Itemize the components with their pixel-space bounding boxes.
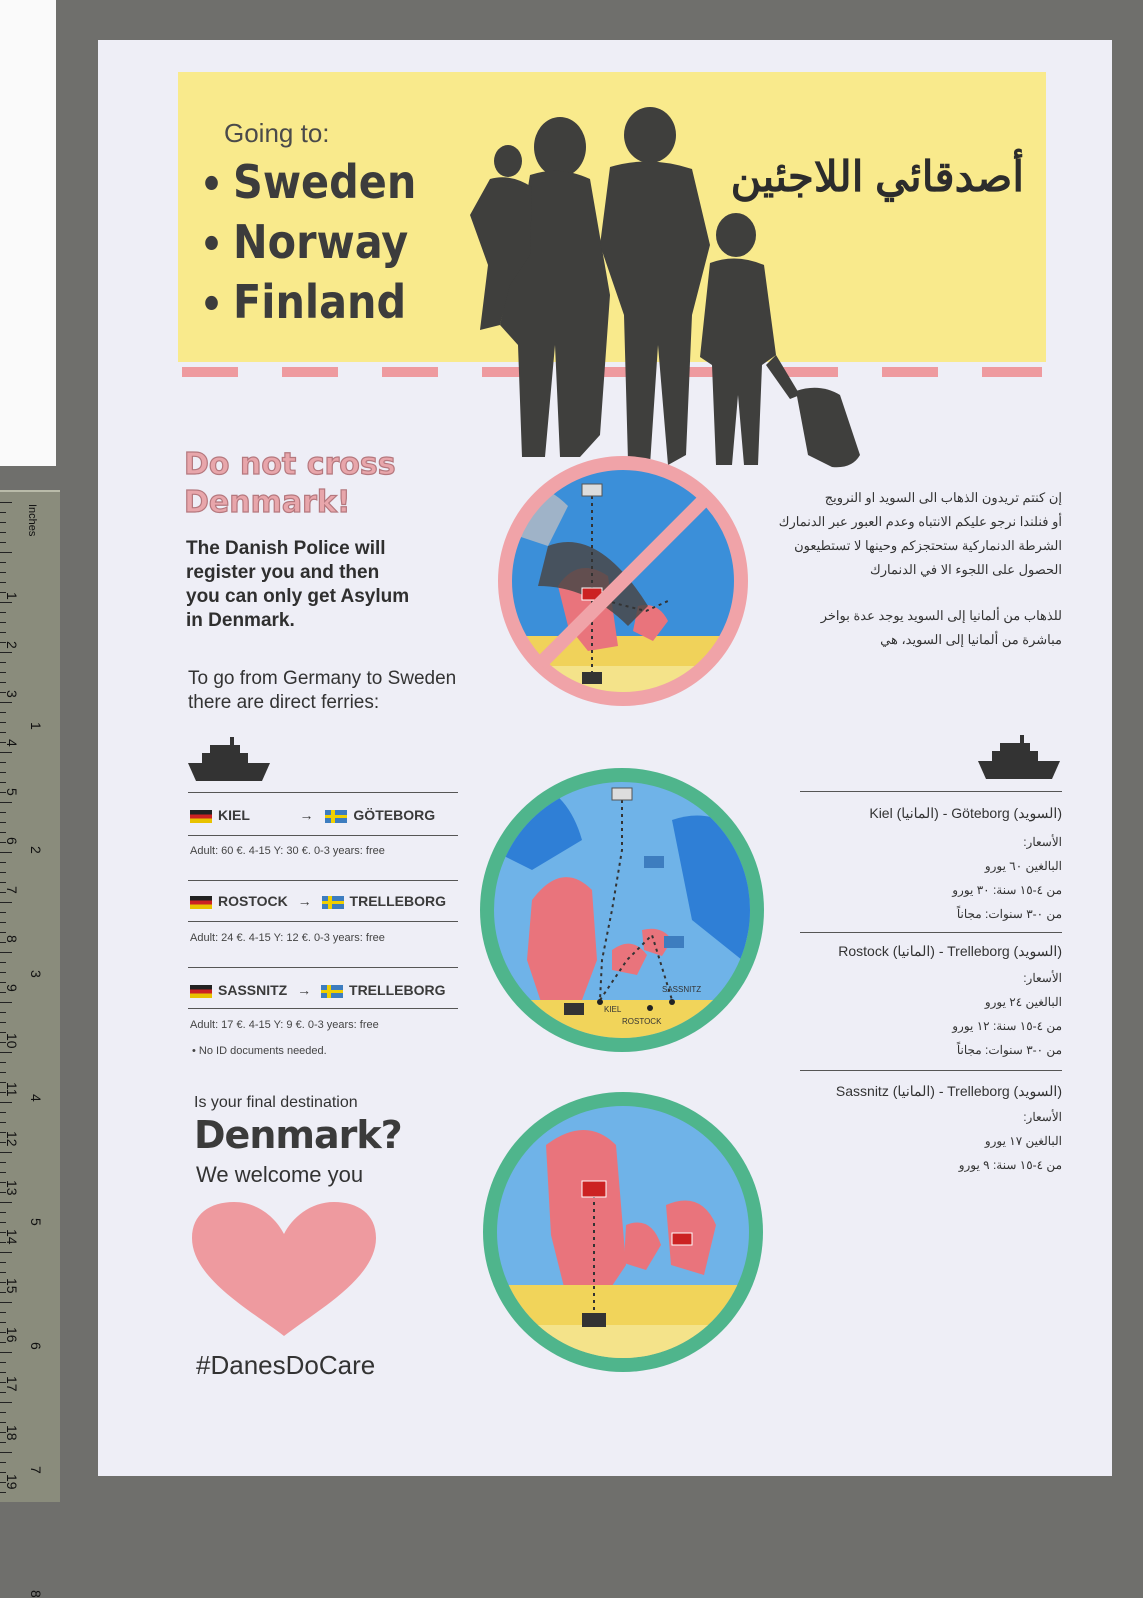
greyscale-strip bbox=[0, 0, 56, 466]
banner-dash bbox=[282, 367, 338, 377]
ruler-inch-number: 6 bbox=[28, 1342, 44, 1350]
ferry-price-kiel: Adult: 60 €. 4-15 Y: 30 €. 0-3 years: free bbox=[190, 845, 385, 857]
ruler-tick bbox=[0, 1172, 6, 1173]
warning-headline: Do not cross Denmark! bbox=[184, 447, 396, 520]
ruler-tick bbox=[0, 1452, 12, 1453]
ferry-route-sassnitz: SASSNITZ → TRELLEBORG bbox=[190, 982, 445, 998]
welcome-text: We welcome you bbox=[196, 1162, 364, 1187]
destination-question: Is your final destination bbox=[194, 1094, 358, 1111]
ruler-tick bbox=[0, 1402, 12, 1403]
denmark-question: Denmark? bbox=[194, 1113, 402, 1157]
ruler-tick bbox=[0, 902, 12, 903]
ruler-cm-number: 18 bbox=[4, 1425, 20, 1441]
arabic-route-rostock: Rostock (المانيا) - Trelleborg (السويد) bbox=[838, 943, 1062, 959]
map-label-kiel: KIEL bbox=[604, 1005, 622, 1014]
ruler-tick bbox=[0, 652, 12, 653]
ruler-tick bbox=[0, 1252, 12, 1253]
ferry-routes-map bbox=[472, 760, 772, 1060]
ruler-inch-number: 4 bbox=[28, 1094, 44, 1102]
prohibited-route-map bbox=[478, 436, 768, 726]
ruler-label: Inches bbox=[26, 504, 38, 537]
ruler-cm-number: 8 bbox=[4, 935, 20, 943]
ruler-cm-number: 3 bbox=[4, 690, 20, 698]
ruler-tick bbox=[0, 1202, 12, 1203]
destination-norway: • Norway bbox=[200, 215, 409, 269]
ruler-tick bbox=[0, 772, 6, 773]
ruler-tick bbox=[0, 1212, 6, 1213]
ruler-tick bbox=[0, 962, 6, 963]
ruler-tick bbox=[0, 1322, 6, 1323]
ruler-tick bbox=[0, 1462, 6, 1463]
arabic-prices-sassnitz: الأسعار: البالغين ١٧ يورو من ٤-١٥ سنة: ٩ يورو bbox=[958, 1110, 1062, 1172]
ruler bbox=[0, 490, 60, 1598]
ferry-price-sassnitz: Adult: 17 €. 4-15 Y: 9 €. 0-3 years: free bbox=[190, 1019, 379, 1031]
destination-finland: • Finland bbox=[200, 275, 407, 329]
hashtag: #DanesDoCare bbox=[196, 1350, 376, 1380]
germany-flag-icon bbox=[190, 810, 212, 823]
ruler-tick bbox=[0, 1492, 6, 1493]
ruler-tick bbox=[0, 702, 12, 703]
ferry-ship-icon bbox=[976, 733, 1062, 781]
ruler-cm-number: 13 bbox=[4, 1180, 20, 1196]
ruler-tick bbox=[0, 872, 6, 873]
sweden-flag-icon bbox=[321, 985, 343, 998]
arabic-intro-paragraph: إن كنتم تريدون الذهاب الى السويد او النرويج أو فنلندا نرجو عليكم الانتباه وعدم العبور عبر الدنمارك الشرطة الدنماركية ستحتجزكم وحينها لا تستطيعون الحصول على اللجوء الا في الدنمارك bbox=[778, 490, 1062, 577]
ruler-cm-number: 17 bbox=[4, 1376, 20, 1392]
ruler-inch-number: 1 bbox=[28, 722, 44, 730]
map-label-sassnitz: SASSNITZ bbox=[662, 985, 702, 994]
ruler-tick bbox=[0, 752, 12, 753]
ruler-tick bbox=[0, 762, 6, 763]
ruler-cm-number: 4 bbox=[4, 739, 20, 747]
ruler-tick bbox=[0, 822, 6, 823]
ruler-tick bbox=[0, 852, 12, 853]
ruler-cm-number: 2 bbox=[4, 641, 20, 649]
ruler-tick bbox=[0, 802, 12, 803]
arabic-prices-rostock: الأسعار: البالغين ٢٤ يورو من ٤-١٥ سنة: ١٢ يورو من ٠-٣ سنوات: مجاناً bbox=[952, 971, 1062, 1057]
ferry-intro: To go from Germany to Sweden there are direct ferries: bbox=[188, 668, 457, 713]
ruler-tick bbox=[0, 1112, 6, 1113]
ferry-price-rostock: Adult: 24 €. 4-15 Y: 12 €. 0-3 years: free bbox=[190, 932, 385, 944]
ruler-tick bbox=[0, 562, 6, 563]
germany-flag-icon bbox=[190, 985, 212, 998]
going-to-label: Going to: bbox=[224, 118, 330, 148]
ruler-cm-number: 19 bbox=[4, 1474, 20, 1490]
ruler-tick bbox=[0, 782, 6, 783]
arabic-title: أصدقائي اللاجئين bbox=[730, 153, 1024, 200]
ruler-tick bbox=[0, 1002, 12, 1003]
ruler-tick bbox=[0, 632, 6, 633]
ruler-tick bbox=[0, 1012, 6, 1013]
police-notice: The Danish Police will register you and then you can only get Asylum in Denmark. bbox=[186, 538, 410, 631]
ruler-tick bbox=[0, 582, 6, 583]
ruler-cm-number: 6 bbox=[4, 837, 20, 845]
ruler-cm-number: 10 bbox=[4, 1033, 20, 1049]
banner-dash bbox=[382, 367, 438, 377]
ruler-tick bbox=[0, 832, 6, 833]
ruler-tick bbox=[0, 602, 12, 603]
ruler-cm-number: 16 bbox=[4, 1327, 20, 1343]
refugee-family-silhouette-icon bbox=[460, 95, 880, 475]
ruler-inch-number: 7 bbox=[28, 1466, 44, 1474]
germany-flag-icon bbox=[190, 896, 212, 909]
ruler-tick bbox=[0, 672, 6, 673]
arabic-route-kiel: Kiel (المانيا) - Göteborg (السويد) bbox=[869, 805, 1062, 821]
ruler-tick bbox=[0, 512, 6, 513]
banner-dash bbox=[882, 367, 938, 377]
ruler-tick bbox=[0, 1072, 6, 1073]
ruler-tick bbox=[0, 912, 6, 913]
ruler-tick bbox=[0, 572, 6, 573]
ruler-tick bbox=[0, 1472, 6, 1473]
ruler-tick bbox=[0, 1222, 6, 1223]
ruler-tick bbox=[0, 1352, 12, 1353]
arabic-route-sassnitz: Sassnitz (المانيا) - Trelleborg (السويد) bbox=[835, 1083, 1062, 1099]
ruler-tick bbox=[0, 612, 6, 613]
ruler-tick bbox=[0, 1122, 6, 1123]
destination-sweden: • Sweden bbox=[200, 155, 417, 209]
ruler-cm-number: 7 bbox=[4, 886, 20, 894]
ruler-tick bbox=[0, 932, 6, 933]
ferry-ship-icon bbox=[186, 735, 272, 783]
arabic-ferry-intro: للذهاب من ألمانيا إلى السويد يوجد عدة بواخر مباشرة من ألمانيا إلى السويد، هي bbox=[820, 608, 1062, 647]
heart-icon bbox=[190, 1200, 378, 1340]
ruler-tick bbox=[0, 1062, 6, 1063]
ruler-cm-number: 5 bbox=[4, 788, 20, 796]
ruler-tick bbox=[0, 1312, 6, 1313]
ruler-tick bbox=[0, 712, 6, 713]
ruler-cm-number: 9 bbox=[4, 984, 20, 992]
ruler-inch-number: 3 bbox=[28, 970, 44, 978]
ruler-tick bbox=[0, 542, 6, 543]
ruler-tick bbox=[0, 1022, 6, 1023]
ruler-inch-number: 8 bbox=[28, 1590, 44, 1598]
ruler-cm-number: 1 bbox=[4, 592, 20, 600]
banner-dash bbox=[982, 367, 1042, 377]
ruler-tick bbox=[0, 1422, 6, 1423]
ruler-inch-number: 2 bbox=[28, 846, 44, 854]
ruler-tick bbox=[0, 622, 6, 623]
ruler-tick bbox=[0, 1102, 12, 1103]
ruler-inch-number: 5 bbox=[28, 1218, 44, 1226]
arabic-prices-kiel: الأسعار: البالغين ٦٠ يورو من ٤-١٥ سنة: ٣٠ يورو من ٠-٣ سنوات: مجاناً bbox=[952, 835, 1062, 921]
ferry-route-rostock: ROSTOCK → TRELLEBORG bbox=[190, 893, 446, 909]
ruler-tick bbox=[0, 812, 6, 813]
ruler-tick bbox=[0, 1442, 6, 1443]
denmark-map bbox=[476, 1085, 770, 1379]
sweden-flag-icon bbox=[322, 896, 344, 909]
ruler-tick bbox=[0, 522, 6, 523]
ruler-tick bbox=[0, 1152, 12, 1153]
ruler-cm-number: 11 bbox=[4, 1082, 20, 1097]
ruler-tick bbox=[0, 1162, 6, 1163]
banner-dash bbox=[182, 367, 238, 377]
ruler-cm-number: 12 bbox=[4, 1131, 20, 1147]
ruler-tick bbox=[0, 972, 6, 973]
ruler-tick bbox=[0, 922, 6, 923]
ruler-tick bbox=[0, 532, 6, 533]
ruler-tick bbox=[0, 952, 12, 953]
ruler-tick bbox=[0, 1392, 6, 1393]
ruler-tick bbox=[0, 682, 6, 683]
ruler-tick bbox=[0, 862, 6, 863]
ferry-route-kiel: KIEL → GÖTEBORG bbox=[190, 807, 435, 823]
ruler-tick bbox=[0, 1302, 12, 1303]
ruler-tick bbox=[0, 1052, 12, 1053]
ruler-tick bbox=[0, 882, 6, 883]
ruler-tick bbox=[0, 992, 6, 993]
ruler-tick bbox=[0, 982, 6, 983]
ruler-tick bbox=[0, 552, 12, 553]
ruler-tick bbox=[0, 1412, 6, 1413]
sweden-flag-icon bbox=[325, 810, 347, 823]
ruler-tick bbox=[0, 1362, 6, 1363]
ruler-tick bbox=[0, 722, 6, 723]
ruler-tick bbox=[0, 1272, 6, 1273]
ruler-tick bbox=[0, 1262, 6, 1263]
map-label-rostock: ROSTOCK bbox=[622, 1017, 662, 1026]
ruler-tick bbox=[0, 732, 6, 733]
ruler-cm-number: 15 bbox=[4, 1278, 20, 1294]
ruler-tick bbox=[0, 1372, 6, 1373]
ruler-cm-number: 14 bbox=[4, 1229, 20, 1245]
ruler-tick bbox=[0, 662, 6, 663]
ruler-tick bbox=[0, 502, 12, 503]
no-id-note: • No ID documents needed. bbox=[192, 1045, 327, 1057]
